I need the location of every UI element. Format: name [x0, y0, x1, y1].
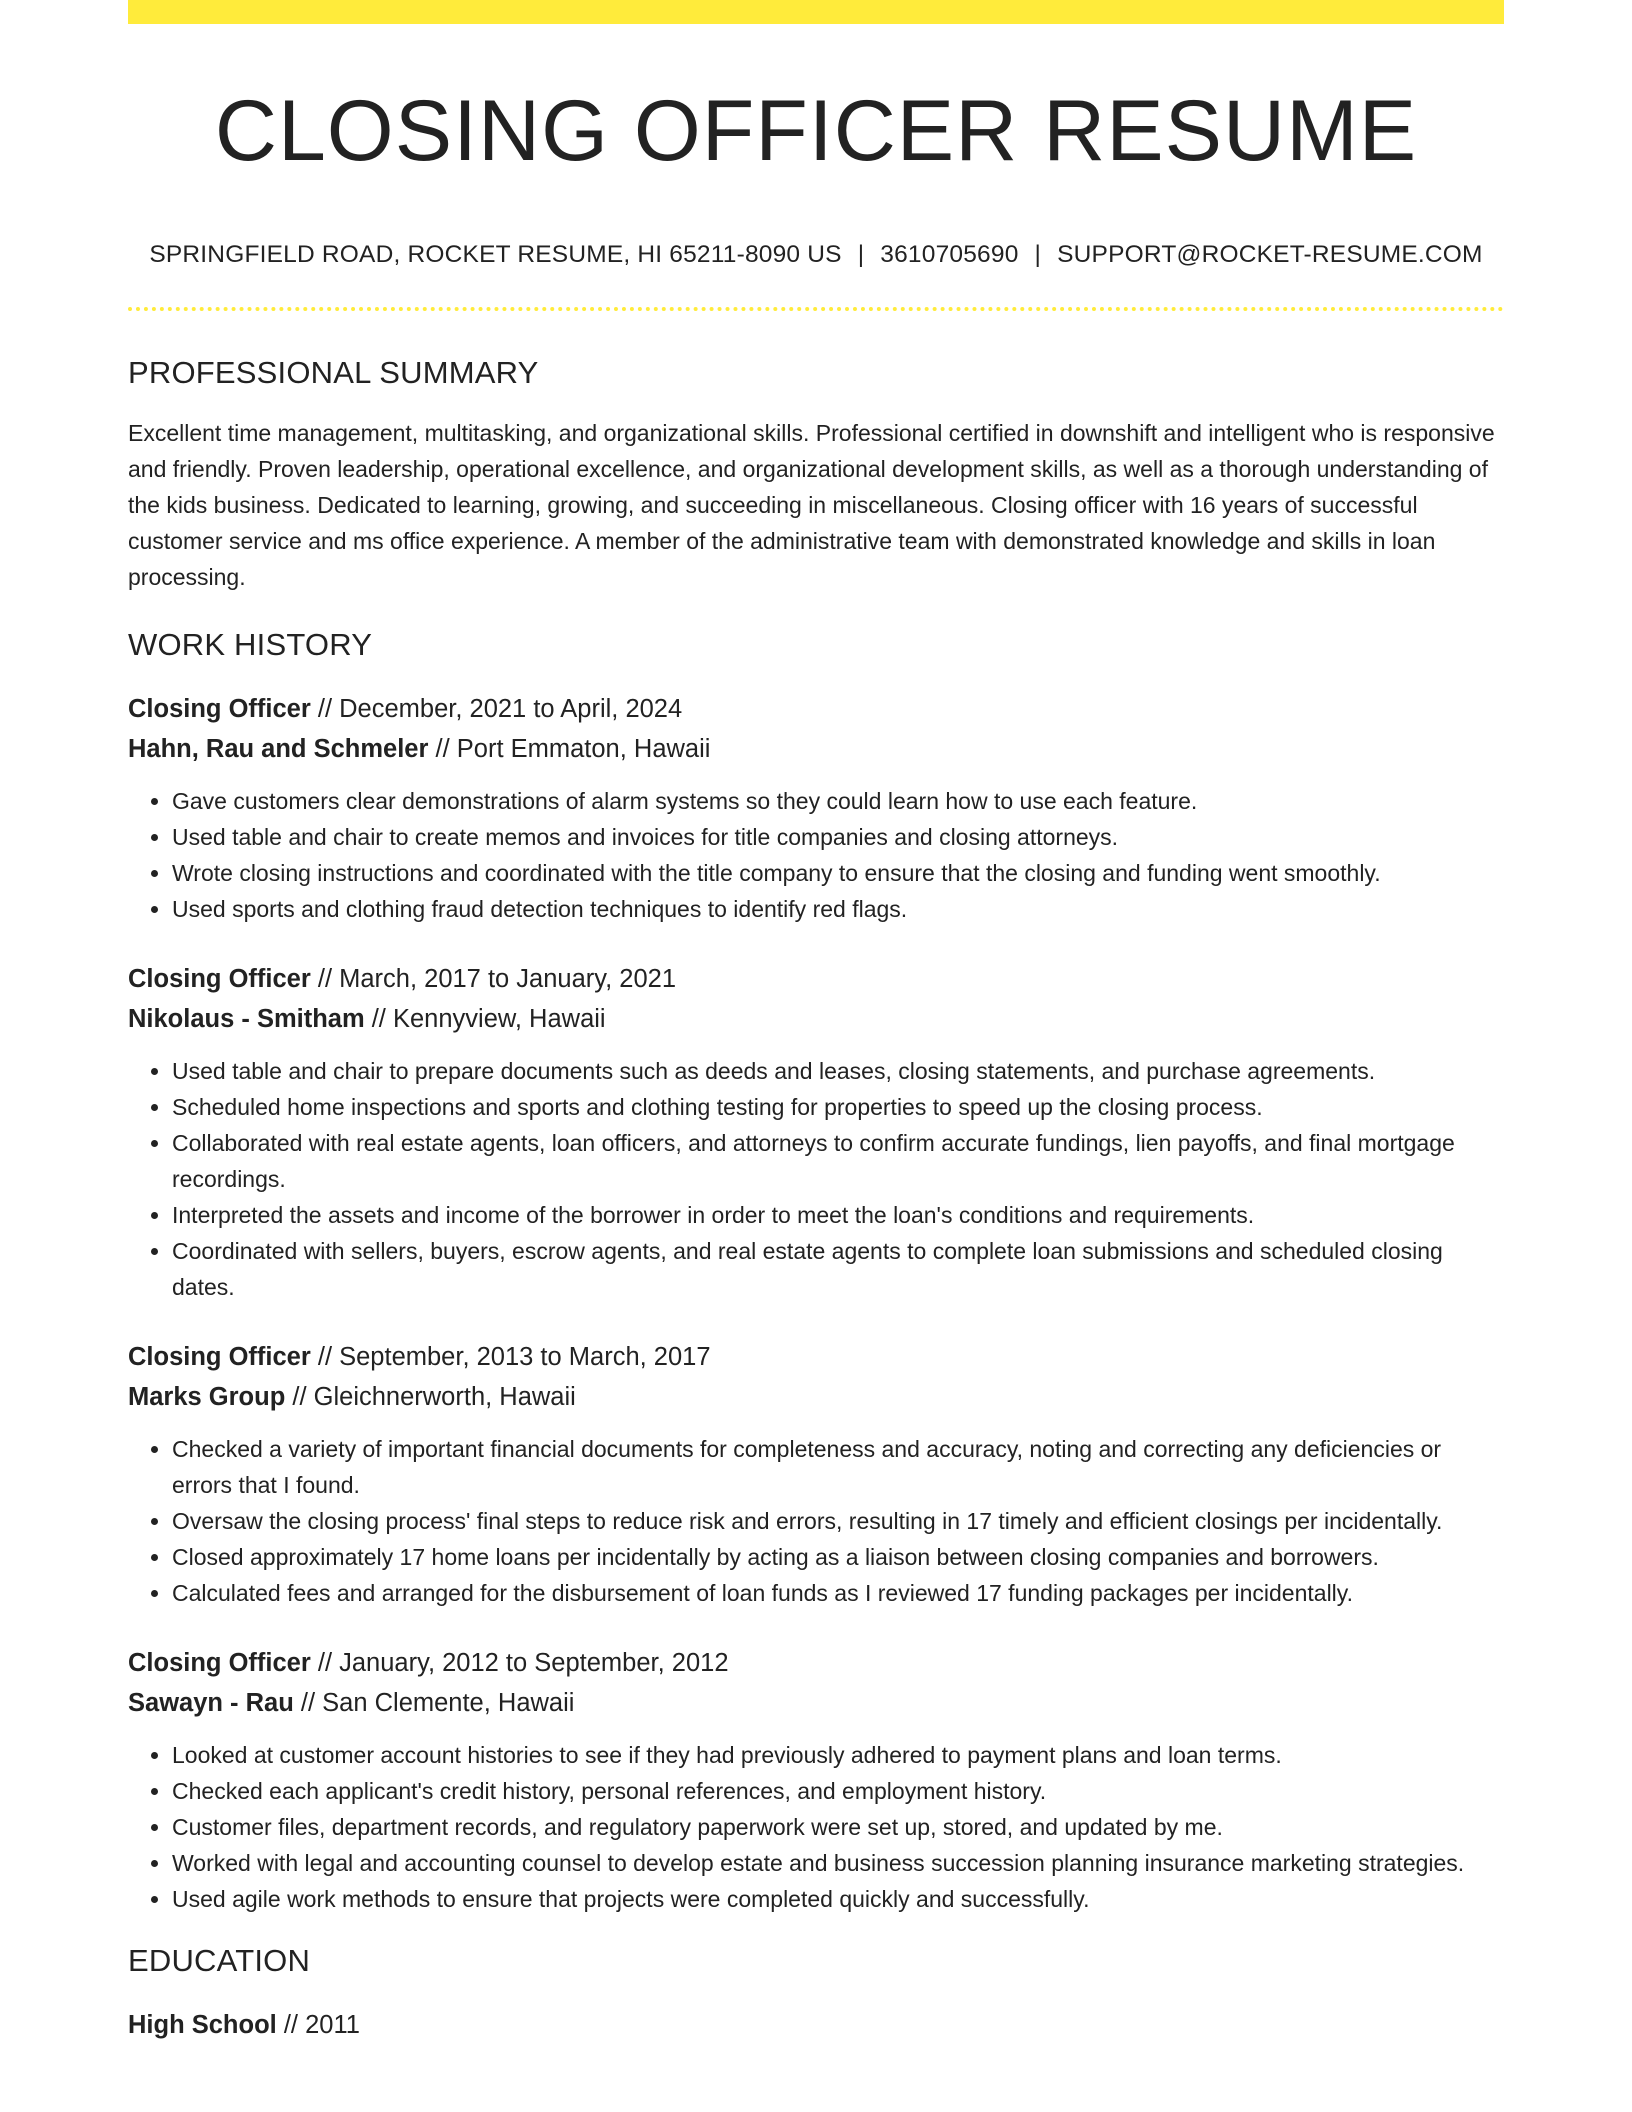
job-company-line	[128, 1377, 1504, 1417]
contact-line	[128, 241, 1504, 269]
education-year: // 2011	[276, 2010, 360, 2039]
job-title: Closing Officer	[128, 964, 311, 993]
accent-bar	[128, 0, 1504, 24]
resume-page	[128, 0, 1504, 2045]
job-bullets	[128, 1431, 1504, 1611]
job-title: Closing Officer	[128, 694, 311, 723]
job-bullets	[128, 1737, 1504, 1917]
job-entry	[128, 1643, 1504, 1917]
job-bullet: • Wrote closing instructions and coordinated with the title company to ensure that the closing and funding went smoothly.	[172, 855, 1504, 891]
job-dates: // December, 2021 to April, 2024	[310, 694, 683, 723]
job-bullet: • Checked a variety of important financial documents for completeness and accuracy, noting and correcting any deficiencies or errors that I found.	[172, 1431, 1504, 1503]
job-bullet: • Interpreted the assets and income of the borrower in order to meet the loan's conditions and requirements.	[172, 1197, 1504, 1233]
job-company: Marks Group	[128, 1382, 286, 1411]
job-bullet: • Looked at customer account histories to see if they had previously adhered to payment plans and loan terms.	[172, 1737, 1504, 1773]
job-company-line	[128, 729, 1504, 769]
contact-separator: |	[1034, 240, 1042, 268]
job-title-line	[128, 689, 1504, 729]
job-title-line	[128, 1643, 1504, 1683]
job-title-line	[128, 1337, 1504, 1377]
job-bullet: • Gave customers clear demonstrations of alarm systems so they could learn how to use each feature.	[172, 783, 1504, 819]
contact-email: SUPPORT@ROCKET-RESUME.COM	[1057, 240, 1483, 268]
job-location: // Port Emmaton, Hawaii	[428, 734, 711, 763]
job-bullet: • Worked with legal and accounting counsel to develop estate and business succession planning insurance marketing strategies.	[172, 1845, 1504, 1881]
job-dates: // January, 2012 to September, 2012	[310, 1648, 729, 1677]
summary-text: Excellent time management, multitasking, and organizational skills. Professional certified in downshift and intelligent who is responsive and friendly. Proven leadership, operational excellence, and organizational development skills, as well as a thorough understanding of the kids business. Dedicated to learning, growing, and succeeding in miscellaneous. Closing officer with 16 years of successful customer service and ms office experience. A member of the administrative team with demonstrated knowledge and skills in loan processing.	[128, 419, 1495, 590]
contact-separator: |	[857, 240, 865, 268]
job-title-line	[128, 959, 1504, 999]
job-entry	[128, 689, 1504, 927]
job-company-line	[128, 999, 1504, 1039]
job-location: // San Clemente, Hawaii	[293, 1688, 575, 1717]
education-entry	[128, 2005, 1504, 2045]
job-bullet: • Scheduled home inspections and sports and clothing testing for properties to speed up the closing process.	[172, 1089, 1504, 1125]
jobs-list	[128, 689, 1504, 1917]
dotted-divider	[128, 307, 1504, 311]
contact-address: SPRINGFIELD ROAD, ROCKET RESUME, HI 65211-8090 US	[149, 240, 842, 268]
job-title: Closing Officer	[128, 1342, 311, 1371]
job-company-line	[128, 1683, 1504, 1723]
job-bullet: • Checked each applicant's credit history, personal references, and employment history.	[172, 1773, 1504, 1809]
job-company: Sawayn - Rau	[128, 1688, 294, 1717]
job-bullets	[128, 783, 1504, 927]
contact-phone: 3610705690	[880, 240, 1019, 268]
job-bullet: • Closed approximately 17 home loans per incidentally by acting as a liaison between closing companies and borrowers.	[172, 1539, 1504, 1575]
job-bullet: • Used table and chair to create memos and invoices for title companies and closing attorneys.	[172, 819, 1504, 855]
job-location: // Gleichnerworth, Hawaii	[285, 1382, 576, 1411]
work-history-heading: WORK HISTORY	[128, 626, 373, 662]
job-bullet: • Oversaw the closing process' final steps to reduce risk and errors, resulting in 17 timely and efficient closings per incidentally.	[172, 1503, 1504, 1539]
job-bullets	[128, 1053, 1504, 1305]
job-bullet: • Customer files, department records, and regulatory paperwork were set up, stored, and updated by me.	[172, 1809, 1504, 1845]
summary-heading: PROFESSIONAL SUMMARY	[128, 354, 539, 390]
job-entry	[128, 1337, 1504, 1611]
education-heading: EDUCATION	[128, 1942, 311, 1978]
job-bullet: • Used sports and clothing fraud detection techniques to identify red flags.	[172, 891, 1504, 927]
job-entry	[128, 959, 1504, 1305]
job-location: // Kennyview, Hawaii	[364, 1004, 606, 1033]
job-dates: // September, 2013 to March, 2017	[310, 1342, 711, 1371]
job-company: Nikolaus - Smitham	[128, 1004, 365, 1033]
job-dates: // March, 2017 to January, 2021	[310, 964, 677, 993]
job-title: Closing Officer	[128, 1648, 311, 1677]
job-bullet: • Used table and chair to prepare documents such as deeds and leases, closing statements, and purchase agreements.	[172, 1053, 1504, 1089]
job-company: Hahn, Rau and Schmeler	[128, 734, 429, 763]
job-bullet: • Used agile work methods to ensure that projects were completed quickly and successfully.	[172, 1881, 1504, 1917]
education-degree: High School	[128, 2010, 277, 2039]
job-bullet: • Calculated fees and arranged for the disbursement of loan funds as I reviewed 17 funding packages per incidentally.	[172, 1575, 1504, 1611]
job-bullet: • Coordinated with sellers, buyers, escrow agents, and real estate agents to complete loan submissions and scheduled closing dates.	[172, 1233, 1504, 1305]
job-bullet: • Collaborated with real estate agents, loan officers, and attorneys to confirm accurate fundings, lien payoffs, and final mortgage recordings.	[172, 1125, 1504, 1197]
page-title: CLOSING OFFICER RESUME	[214, 83, 1418, 179]
